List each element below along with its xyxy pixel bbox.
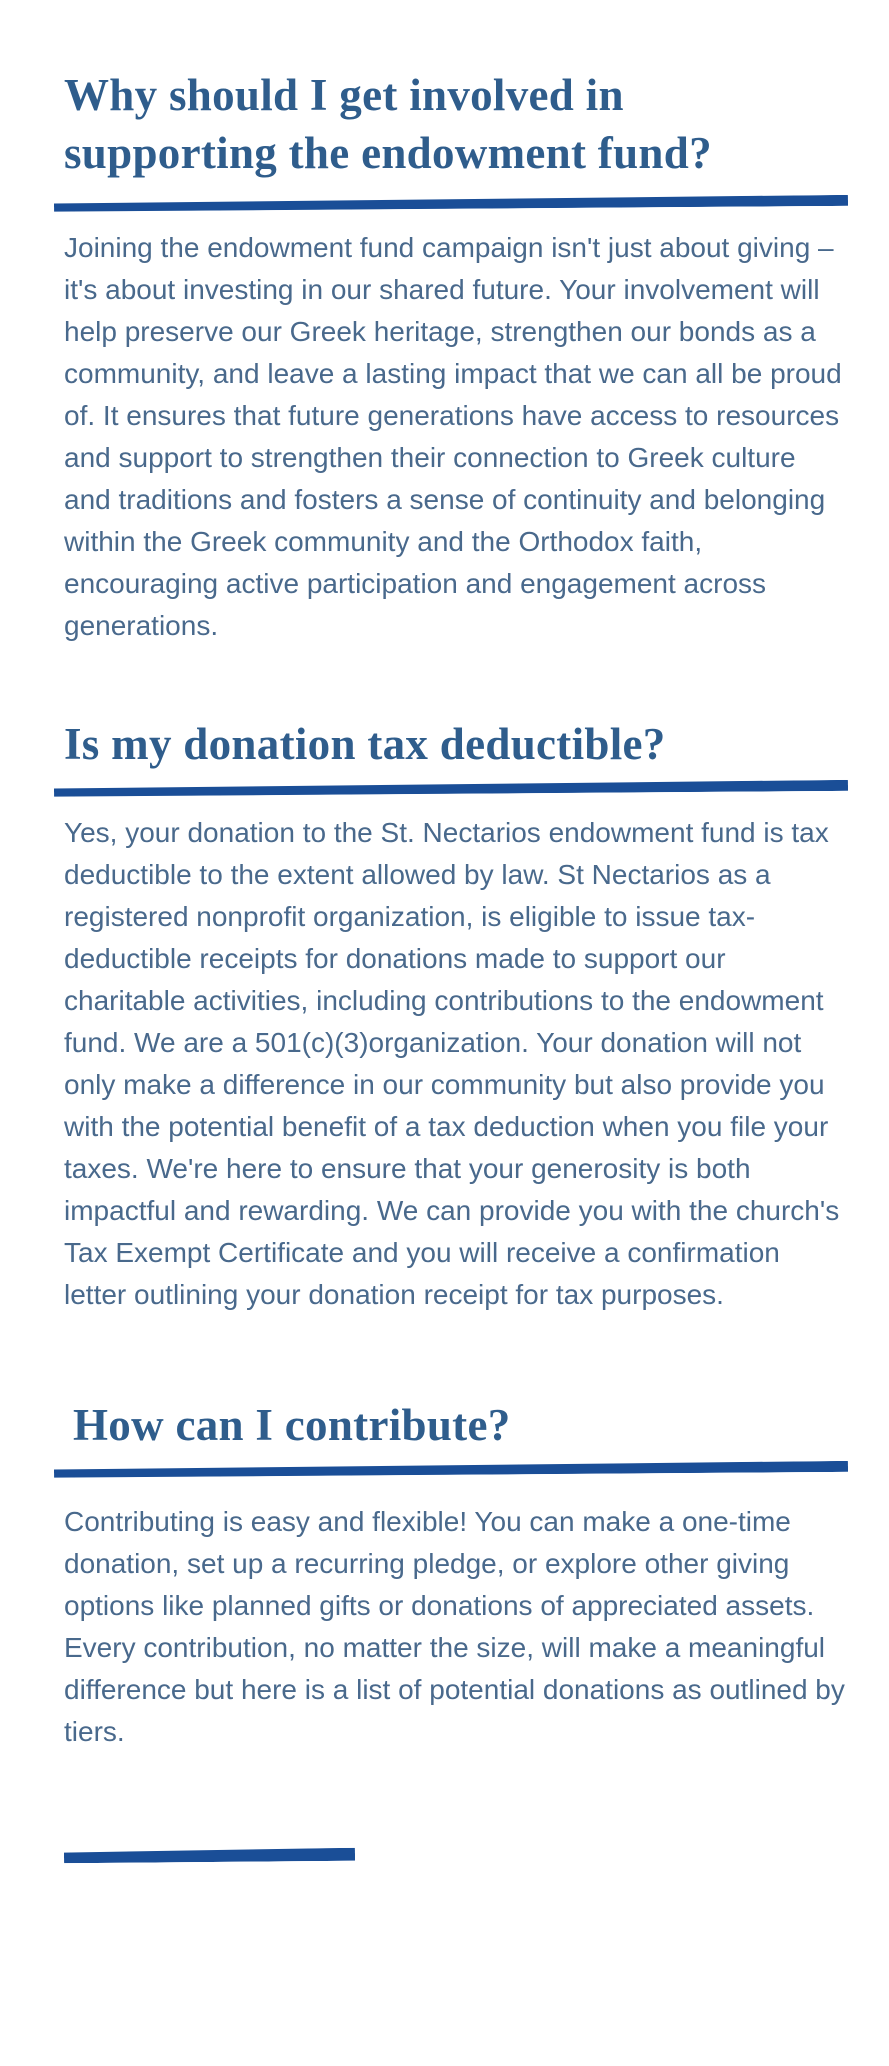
faq-question-involvement: Why should I get involved in supporting the endowment fund? bbox=[64, 70, 712, 178]
faq-question-contribute: How can I contribute? bbox=[73, 1400, 511, 1450]
faq-question-tax-deductible: Is my donation tax deductible? bbox=[64, 719, 666, 769]
faq-answer-involvement: Joining the endowment fund campaign isn't just about giving – it's about investing in our shared future. Your involvement will help preserve our Greek heritage, strengthen our bonds as a community, and leave a lasting impact that we can all be proud of. It ensures that future generations have access to resources and support to strengthen their connection to Greek culture and traditions and fosters a sense of continuity and belonging within the Greek community and the Orthodox faith, encouraging active participation and engagement across generations. bbox=[64, 232, 842, 641]
heading-underline-divider bbox=[54, 195, 848, 212]
faq-answer-tax-deductible: Yes, your donation to the St. Nectarios endowment fund is tax deductible to the extent allowed by law. St Nectarios as a registered nonprofit organization, is eligible to issue tax-deductible receipts for donations made to support our charitable activities, including contributions to the endowment fund. We are a 501(c)(3)organization. Your donation will not only make a difference in our community but also provide you with the potential benefit of a tax deduction when you file your taxes. We're here to ensure that your generosity is both impactful and rewarding. We can provide you with the church's Tax Exempt Certificate and you will receive a confirmation letter outlining your donation receipt for tax purposes. bbox=[64, 817, 840, 1310]
faq-answer-contribute: Contributing is easy and flexible! You can make a one-time donation, set up a recurring pledge, or explore other giving options like planned gifts or donations of appreciated assets. Every contribution, no matter the size, will make a meaningful difference but here is a list of potential donations as outlined by tiers. bbox=[64, 1506, 845, 1747]
next-section-divider-cropped bbox=[64, 1848, 355, 1864]
heading-underline-divider bbox=[54, 1461, 848, 1478]
heading-underline-divider bbox=[54, 780, 848, 797]
faq-page bbox=[0, 66, 889, 1862]
